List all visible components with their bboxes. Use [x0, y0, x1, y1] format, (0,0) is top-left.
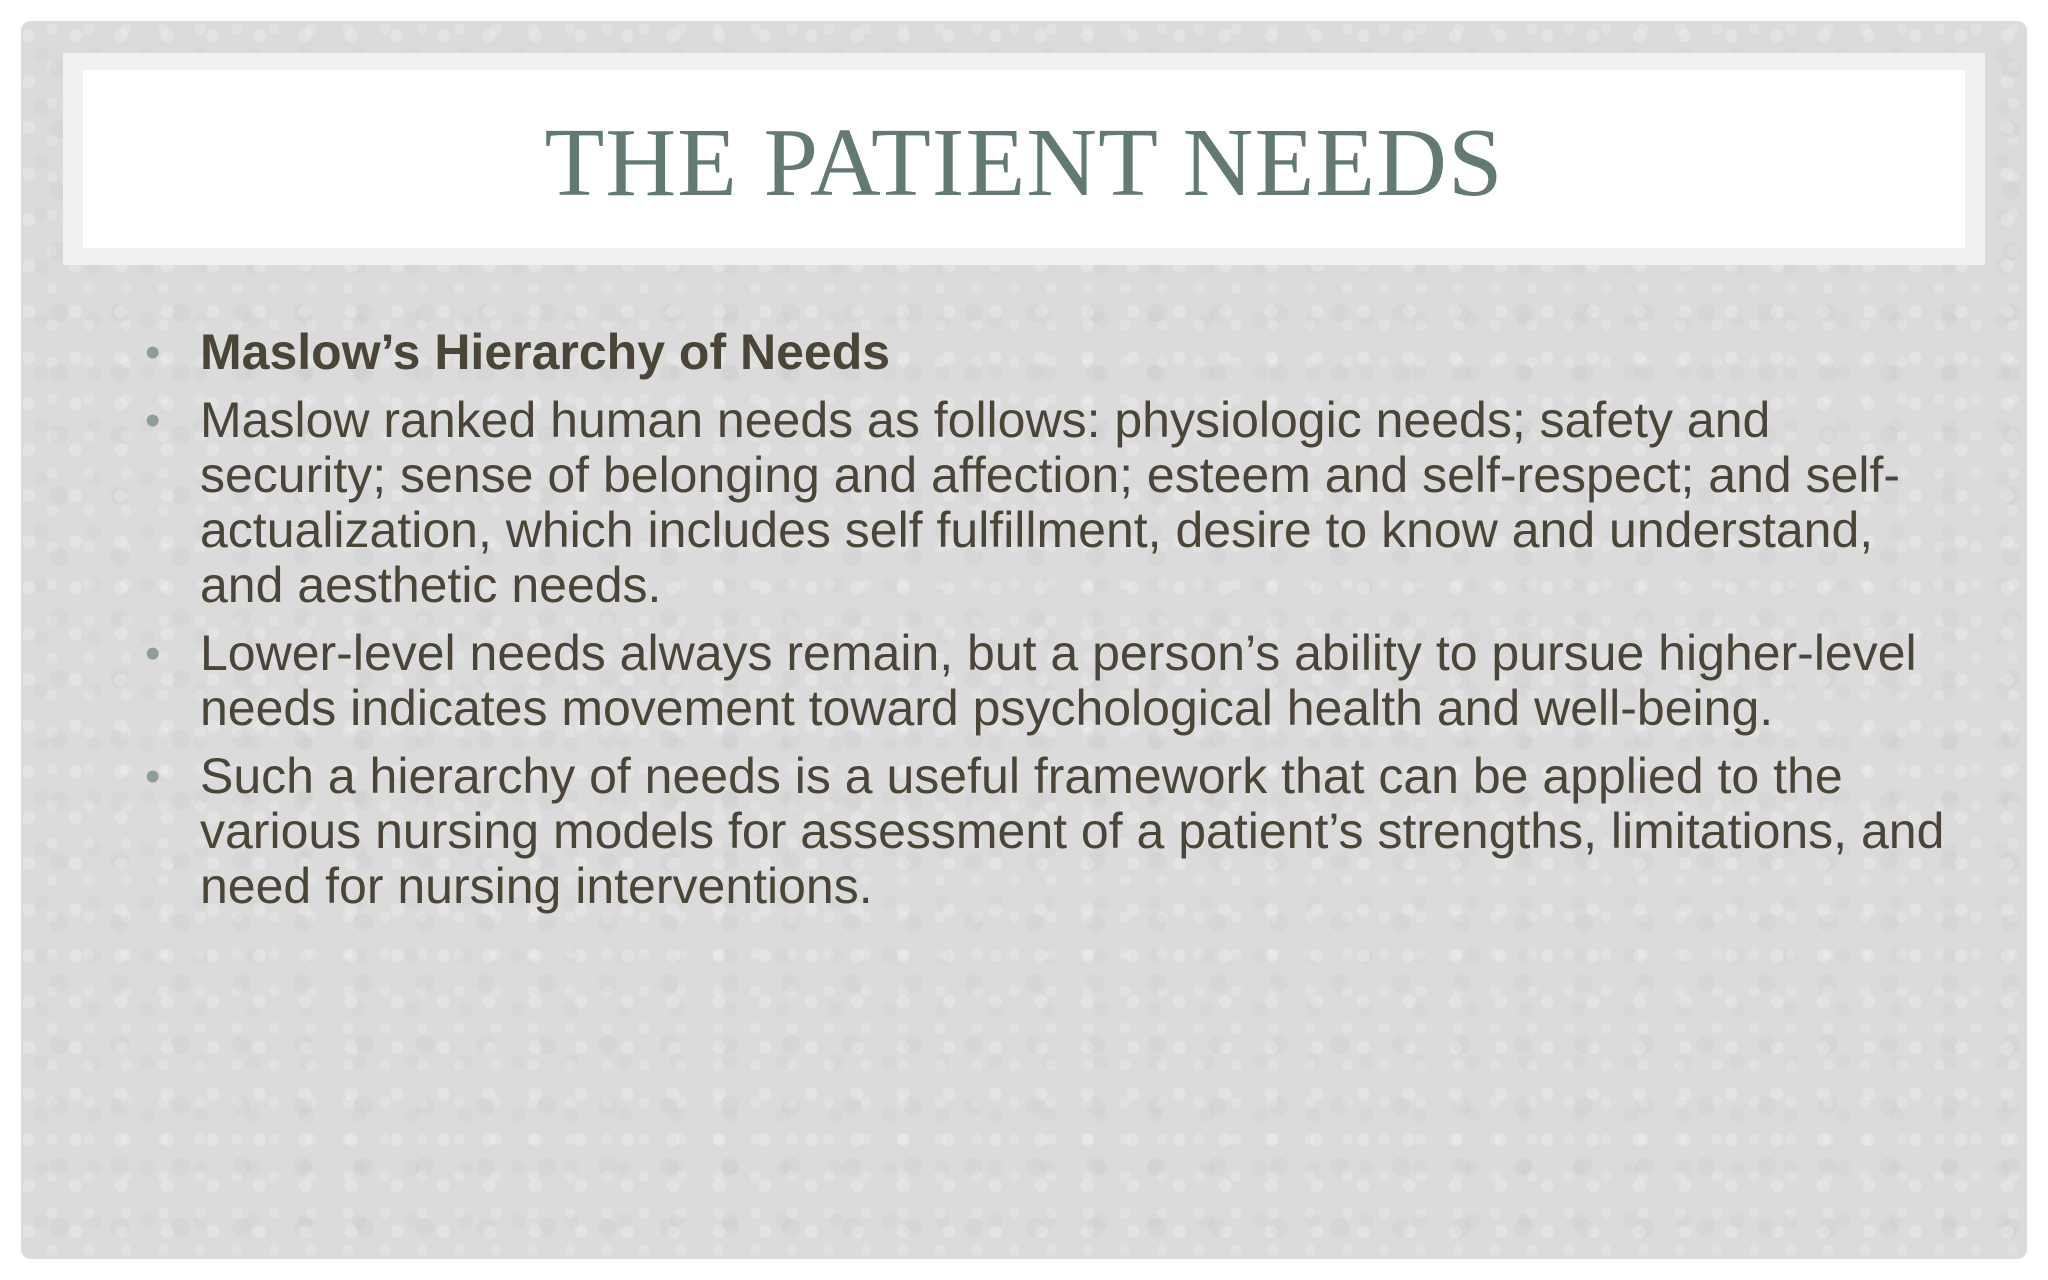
bullet-text: Such a hierarchy of needs is a useful framework that can be applied to the various nursing models for assessment of a patient’s strengths, limitations, and need for nursing interventions. — [200, 748, 1945, 914]
title-band — [63, 53, 1985, 265]
bullet-text: Lower-level needs always remain, but a person’s ability to pursue higher-level needs indicates movement toward psychological health and well-being. — [200, 625, 1917, 736]
bullet-item — [145, 325, 1965, 380]
bullet-icon: • — [145, 328, 161, 377]
bullet-item — [145, 749, 1965, 914]
title-box — [83, 70, 1965, 248]
bullet-icon: • — [145, 629, 161, 678]
bullet-list — [145, 325, 1965, 914]
bullet-icon: • — [145, 396, 161, 445]
bullet-text: Maslow ranked human needs as follows: physiologic needs; safety and security; sense of belonging and affection; esteem and self-respect; and self-actualization, which includes self fulfillment, desire to know and understand, and aesthetic needs. — [200, 392, 1901, 613]
bullet-item — [145, 626, 1965, 736]
bullet-text: Maslow’s Hierarchy of Needs — [200, 324, 891, 380]
slide-title: THE PATIENT NEEDS — [544, 109, 1504, 217]
slide — [21, 21, 2027, 1259]
bullet-item — [145, 393, 1965, 613]
content-area — [145, 325, 1965, 927]
bullet-icon: • — [145, 752, 161, 801]
